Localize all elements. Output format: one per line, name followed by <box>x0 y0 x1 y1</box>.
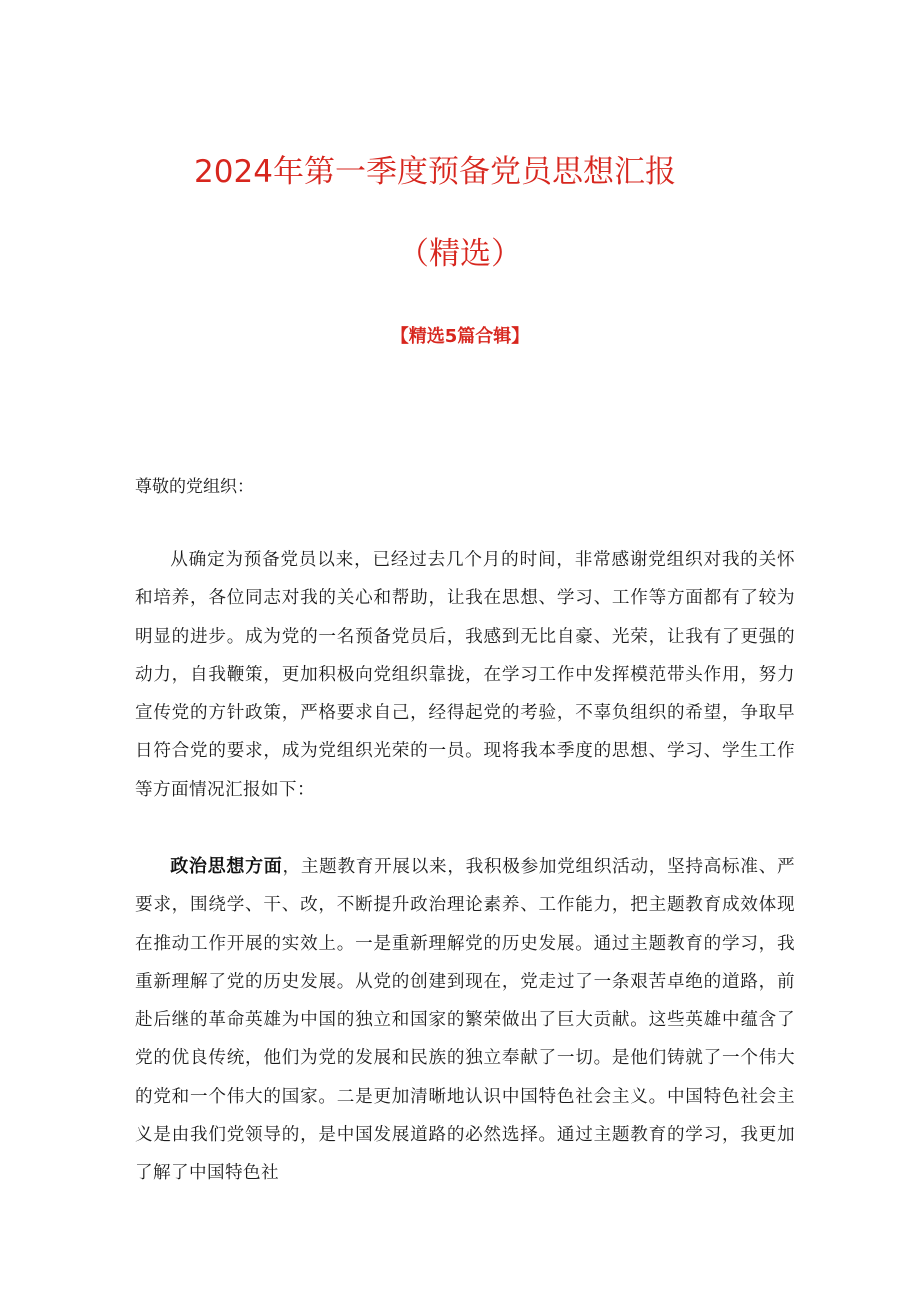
document-title: 2024年第一季度预备党员思想汇报 <box>194 154 676 190</box>
collection-tag: 【精选5篇合辑】 <box>390 326 530 347</box>
body-paragraph-intro: 从确定为预备党员以来，已经过去几个月的时间，非常感谢党组织对我的关怀和培养，各位同志对我的关心和帮助，让我在思想、学习、工作等方面都有了较为明显的进步。成为党的一名预备党员后，我感到无比自豪、光荣，让我有了更强的动力，自我鞭策，更加积极向党组织靠拢，在学习工作中发挥模范带头作用，努力宣传党的方针政策，严格要求自己，经得起党的考验，不辜负组织的希望，争取早日符合党的要求，成为党组织光荣的一员。现将我本季度的思想、学习、学生工作等方面情况汇报如下： <box>135 550 795 800</box>
section-lead-political-thought: 政治思想方面 <box>170 856 283 877</box>
salutation: 尊敬的党组织： <box>135 477 254 497</box>
body-paragraph-political <box>135 848 795 1193</box>
section-body-political-thought: ，主题教育开展以来，我积极参加党组织活动，坚持高标准、严要求，围绕学、干、改，不断提升政治理论素养、工作能力，把主题教育成效体现在推动工作开展的实效上。一是重新理解党的历史发展。通过主题教育的学习，我重新理解了党的历史发展。从党的创建到现在，党走过了一条艰苦卓绝的道路，前赴后继的革命英雄为中国的独立和国家的繁荣做出了巨大贡献。这些英雄中蕴含了党的优良传统，他们为党的发展和民族的独立奉献了一切。是他们铸就了一个伟大的党和一个伟大的国家。二是更加清晰地认识中国特色社会主义。中国特色社会主义是由我们党领导的，是中国发展道路的必然选择。通过主题教育的学习，我更加了解了中国特色社 <box>135 857 795 1184</box>
document-subtitle: （精选） <box>398 236 522 272</box>
